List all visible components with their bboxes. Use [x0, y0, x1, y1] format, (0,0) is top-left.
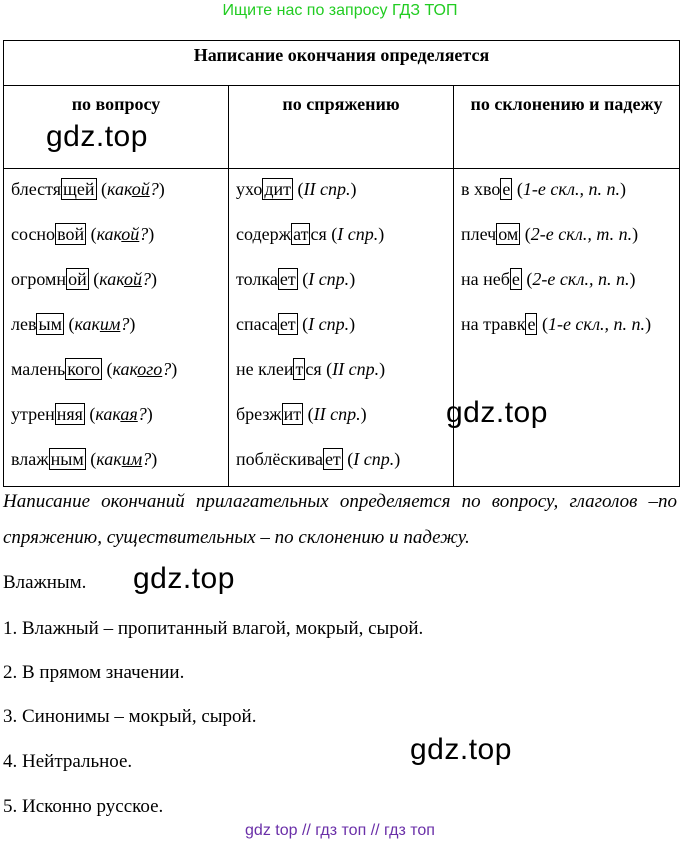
word-stem: на неб: [461, 269, 510, 289]
word-ending: щей: [63, 179, 95, 199]
table-row: содерж ат ся (I спр.): [236, 224, 385, 244]
table-title: Написание окончания определяется: [4, 41, 680, 86]
question-mark: ?: [141, 269, 151, 289]
header-by-declension: по склонению и падежу: [454, 86, 680, 169]
conjugation-note: II спр.: [313, 404, 361, 424]
word-stem: влаж: [11, 449, 49, 469]
table-row: спаса ет (I спр.): [236, 314, 356, 334]
conjugation-note: I спр.: [308, 314, 350, 334]
declension-note: 2-е скл., т. п.: [530, 224, 633, 244]
table-row: блестя щей (какой?): [11, 179, 165, 199]
word-ending: ет: [279, 269, 296, 289]
question-mark: ?: [120, 314, 130, 334]
word-stem: спаса: [236, 314, 278, 334]
word-stem: поблёскива: [236, 449, 323, 469]
footer-links[interactable]: gdz top // гдз топ // гдз топ: [245, 822, 435, 839]
answer-word: Влажным.: [3, 572, 87, 593]
question-ending: ой: [121, 224, 140, 244]
word-stem: лев: [11, 314, 37, 334]
question-mark: ?: [142, 449, 152, 469]
table-row: не клеи т ся (II спр.): [236, 359, 386, 379]
word-ending: е: [502, 179, 511, 199]
conjugation-note: II спр.: [303, 179, 351, 199]
word-ending: ым: [38, 314, 62, 334]
word-stem: плеч: [461, 224, 497, 244]
question-mark: ?: [139, 224, 149, 244]
word-stem: огромн: [11, 269, 67, 289]
table-row: лев ым (каким?): [11, 314, 136, 334]
question-ending: ая: [120, 404, 138, 424]
watermark: gdz.top: [133, 562, 235, 595]
conjugation-note: II спр.: [332, 359, 380, 379]
word-postfix: ся: [305, 359, 322, 379]
question-stem: как: [107, 179, 132, 199]
column-verbs: [229, 169, 454, 487]
word-postfix: ся: [310, 224, 327, 244]
word-ending: дит: [264, 179, 291, 199]
question-mark: ?: [149, 179, 159, 199]
word-stem: содерж: [236, 224, 292, 244]
declension-note: 2-е скл., п. п.: [532, 269, 630, 289]
word-stem: утрен: [11, 404, 55, 424]
list-item: 2. В прямом значении.: [3, 662, 185, 683]
table-row: сосно вой (какой?): [11, 224, 155, 244]
question-ending: им: [99, 314, 121, 334]
conjugation-note: I спр.: [353, 449, 395, 469]
word-ending: ным: [50, 449, 84, 469]
table-row: в хво е (1-е скл., п. п.): [461, 179, 626, 199]
list-item: 4. Нейтральное.: [3, 751, 133, 772]
conclusion-paragraph: Написание окончаний прилагательных определяется по вопросу, глаголов –по спряжению, существительных – по склонению и падежу.: [3, 491, 677, 548]
word-ending: е: [527, 314, 536, 334]
word-ending: ат: [293, 224, 309, 244]
question-stem: как: [96, 449, 122, 469]
endings-table: [3, 40, 680, 487]
list-item: 3. Синонимы – мокрый, сырой.: [3, 706, 257, 727]
table-row: на неб е (2-е скл., п. п.): [461, 269, 636, 289]
search-banner[interactable]: Ищите нас по запросу ГДЗ ТОП: [222, 2, 458, 19]
word-stem: на травк: [461, 314, 526, 334]
word-ending: вой: [57, 224, 85, 244]
table-row: утрен няя (какая?): [11, 404, 153, 424]
table-row: малень кого (какого?): [11, 359, 178, 379]
question-stem: как: [95, 404, 121, 424]
declension-note: 1-е скл., п. п.: [522, 179, 620, 199]
word-ending: ет: [324, 449, 341, 469]
header-by-conjugation: по спряжению: [229, 86, 454, 169]
list-item: 1. Влажный – пропитанный влагой, мокрый, сырой.: [3, 618, 424, 639]
word-ending: е: [511, 269, 520, 289]
conjugation-note: I спр.: [337, 224, 379, 244]
question-ending: им: [121, 449, 143, 469]
word-stem: малень: [11, 359, 66, 379]
table-row: на травк е (1-е скл., п. п.): [461, 314, 652, 334]
word-ending: т: [295, 359, 304, 379]
table-row: толка ет (I спр.): [236, 269, 356, 289]
word-stem: в хво: [461, 179, 501, 199]
question-stem: как: [74, 314, 100, 334]
table-row: влаж ным (каким?): [11, 449, 158, 469]
word-ending: ом: [498, 224, 519, 244]
word-stem: блестя: [11, 179, 62, 199]
question-stem: как: [112, 359, 138, 379]
declension-note: 1-е скл., п. п.: [547, 314, 646, 334]
column-adjectives: [4, 169, 229, 487]
question-ending: ой: [123, 269, 142, 289]
table-row: брезж ит (II спр.): [236, 404, 367, 424]
word-ending: няя: [56, 404, 83, 424]
watermark: gdz.top: [410, 733, 512, 766]
table-row: поблёскива ет (I спр.): [236, 449, 401, 469]
column-nouns: [454, 169, 680, 487]
word-stem: ухо: [236, 179, 263, 199]
watermark: gdz.top: [446, 396, 548, 429]
word-ending: ой: [68, 269, 87, 289]
word-stem: не клеи: [236, 359, 294, 379]
word-ending: ит: [283, 404, 302, 424]
question-mark: ?: [137, 404, 147, 424]
list-item: 5. Исконно русское.: [3, 796, 164, 817]
question-ending: ого: [137, 359, 163, 379]
conjugation-note: I спр.: [308, 269, 350, 289]
table-row: огромн ой (какой?): [11, 269, 157, 289]
question-mark: ?: [162, 359, 172, 379]
question-ending: ой: [131, 179, 150, 199]
header-by-question: по вопросу: [4, 86, 229, 169]
word-stem: сосно: [11, 224, 56, 244]
question-stem: как: [99, 269, 124, 289]
watermark: gdz.top: [46, 120, 148, 153]
table-row: ухо дит (II спр.): [236, 179, 357, 199]
word-ending: кого: [67, 359, 100, 379]
table-row: плеч ом (2-е скл., т. п.): [461, 224, 639, 244]
word-stem: толка: [236, 269, 278, 289]
question-stem: как: [96, 224, 122, 244]
word-stem: брезж: [236, 404, 282, 424]
word-ending: ет: [279, 314, 296, 334]
